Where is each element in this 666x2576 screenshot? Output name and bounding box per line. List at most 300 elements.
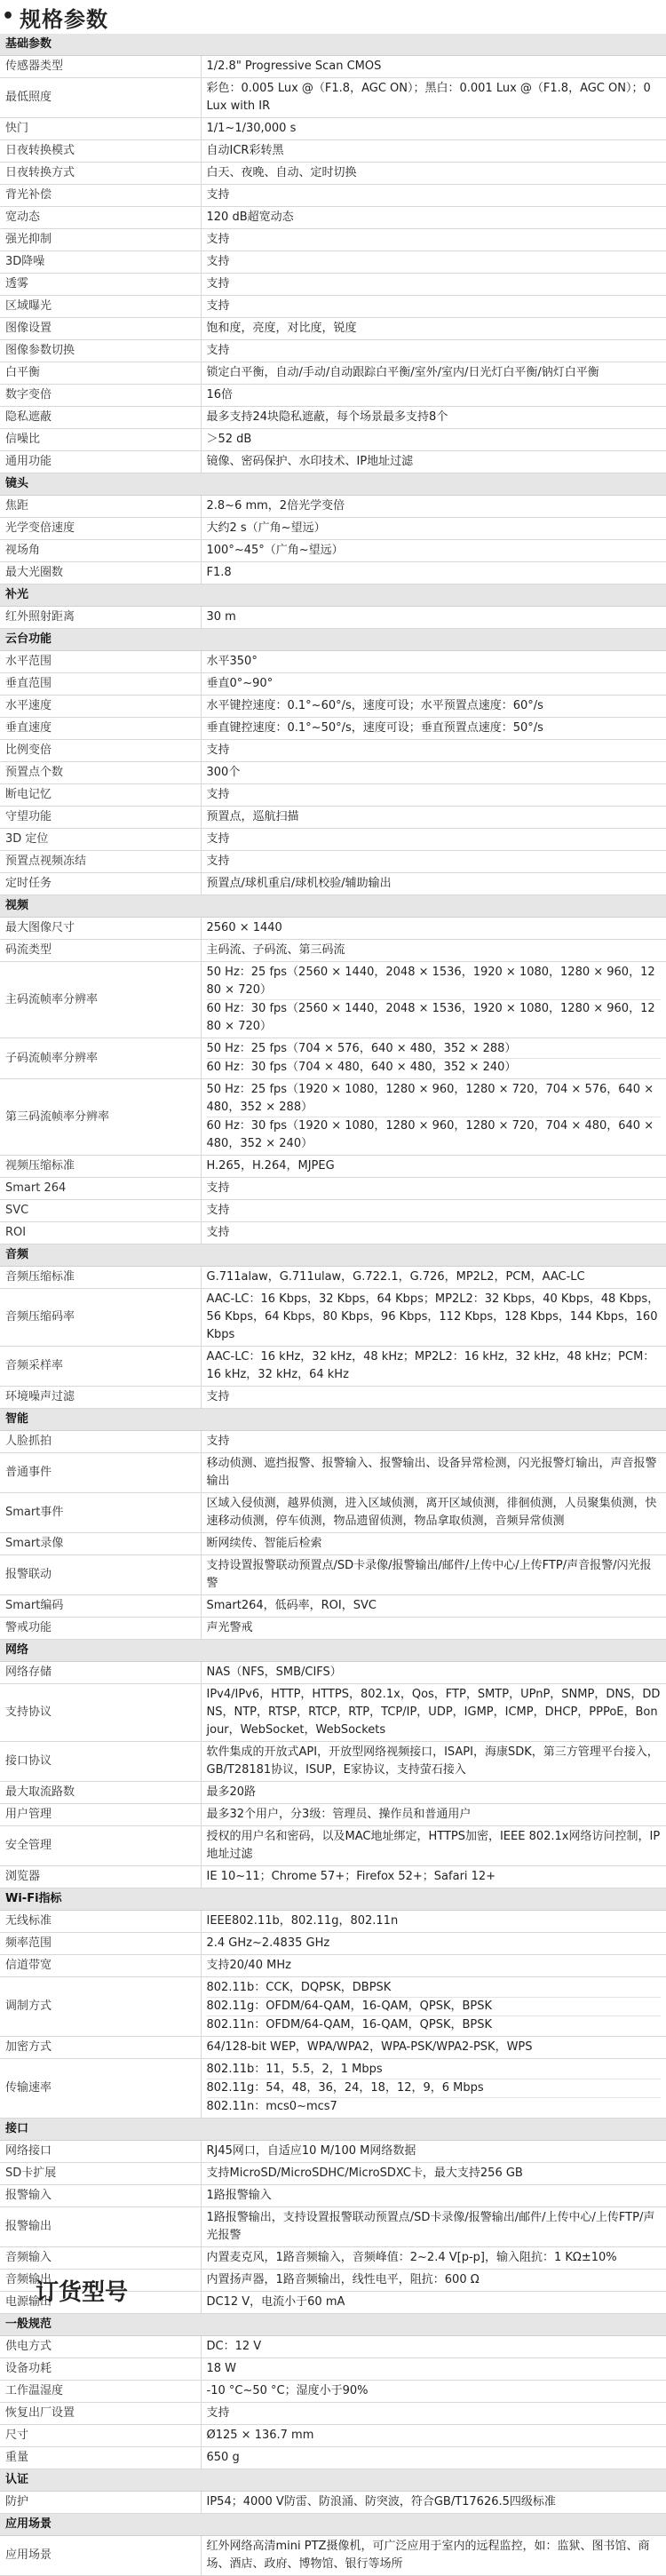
spec-label: 调制方式 [0,1977,201,2037]
spec-label: 加密方式 [0,2037,201,2059]
spec-row [0,2163,666,2185]
spec-label: 防护 [0,2492,201,2514]
spec-label: 垂直速度 [0,718,201,740]
spec-label: 定时任务 [0,873,201,895]
spec-value-line: Smart264，低码率，ROI，SVC [206,1599,377,1612]
spec-value [201,829,666,851]
spec-row [0,1555,666,1595]
spec-value [201,496,666,518]
spec-value-line: RJ45网口，自适应10 M/100 M网络数据 [206,2144,416,2158]
spec-row [0,762,666,784]
spec-label: 子码流帧率分辨率 [0,1038,201,1079]
spec-row [0,56,666,78]
spec-value [201,651,666,673]
spec-label: 隐私遮蔽 [0,407,201,429]
spec-row [0,340,666,362]
spec-row [0,2185,666,2207]
spec-label: 比例变倍 [0,740,201,762]
spec-row [0,1178,666,1200]
spec-value-line: IEEE802.11b，802.11g，802.11n [206,1914,399,1928]
spec-value-line: 2.8~6 mm，2倍光学变倍 [206,499,345,513]
spec-value-line: 2.4 GHz~2.4835 GHz [206,1936,330,1950]
spec-table-body [0,34,666,2576]
spec-value-line: 60 Hz：30 fps（2560 × 1440，2048 × 1536，1920 × 1080，1280 × 960，1280 × 720） [207,999,662,1036]
spec-row [0,784,666,807]
spec-value [201,1453,666,1493]
spec-value-line: DC：12 V [206,2340,262,2353]
spec-value-line: 支持设置报警联动预置点/SD卡录像/报警输出/邮件/上传中心/上传FTP/声音报警/闪光报警 [206,1559,652,1590]
spec-value-line: 支持 [206,855,230,868]
spec-row [0,1453,666,1493]
spec-label: 水平范围 [0,651,201,673]
spec-value-line: 锁定白平衡，自动/手动/自动跟踪白平衡/室外/室内/日光灯白平衡/钠灯白平衡 [206,366,599,379]
spec-value [201,1493,666,1533]
spec-value [201,56,666,78]
spec-row [0,2141,666,2163]
spec-value [201,1826,666,1866]
spec-label: 重量 [0,2447,201,2469]
spec-row [0,429,666,451]
section-header-row [0,2314,666,2336]
spec-value [201,1933,666,1955]
spec-value [201,2381,666,2403]
spec-row [0,962,666,1038]
spec-label: Smart录像 [0,1533,201,1555]
spec-value [201,2358,666,2381]
spec-value-line: 支持 [206,1181,230,1195]
section-title: 基础参数 [0,34,666,56]
spec-value [201,1431,666,1453]
spec-value [201,1222,666,1244]
spec-value [201,2536,666,2576]
spec-label: 最大光圈数 [0,562,201,584]
spec-label: 主码流帧率分辨率 [0,962,201,1038]
spec-value-line: 1/2.8" Progressive Scan CMOS [206,60,382,73]
spec-row [0,607,666,629]
spec-row [0,2536,666,2576]
spec-label: SVC [0,1200,201,1222]
spec-row [0,518,666,540]
spec-row [0,1533,666,1555]
spec-row [0,496,666,518]
spec-label: 传输速率 [0,2059,201,2119]
spec-label: 供电方式 [0,2336,201,2358]
spec-label: 尺寸 [0,2425,201,2447]
spec-label: 第三码流帧率分辨率 [0,1079,201,1156]
spec-row [0,2358,666,2381]
spec-value-line: 大约2 s（广角~望远） [206,521,326,535]
spec-value-line: 50 Hz：25 fps（1920 × 1080，1280 × 960，1280 × 720，704 × 576，640 × 480，352 × 288） [206,1083,654,1114]
spec-value-line: 主码流、子码流、第三码流 [206,943,345,957]
spec-table [0,34,666,2576]
spec-value [201,2492,666,2514]
spec-row [0,1200,666,1222]
spec-row [0,1595,666,1618]
spec-row [0,1933,666,1955]
spec-label: ROI [0,1222,201,1244]
section-title: Wi-Fi指标 [0,1888,666,1911]
spec-row [0,1289,666,1347]
spec-value [201,2336,666,2358]
spec-value [201,362,666,385]
spec-row [0,829,666,851]
spec-value-line: 64/128-bit WEP，WPA/WPA2，WPA-PSK/WPA2-PSK，WPS [206,2040,533,2054]
spec-value [201,851,666,873]
spec-value-line: 支持 [206,344,230,357]
spec-value [201,229,666,251]
spec-value-line: 垂直0°~90° [206,677,274,690]
spec-value-line: DC12 V，电流小于60 mA [206,2295,345,2309]
spec-value-line: 650 g [206,2451,240,2464]
spec-label: 宽动态 [0,207,201,229]
spec-row [0,1156,666,1178]
spec-value-line: 802.11b：11，5.5，2，1 Mbps [206,2063,383,2076]
spec-value-line: AAC-LC：16 Kbps，32 Kbps，64 Kbps；MP2L2：32 Kbps，40 Kbps，48 Kbps，56 Kbps，64 Kbps，80 Kbps，96 Kbps，112 Kbps，128 Kbps，144 Kbps，160 Kbps [206,1292,660,1341]
page-header [0,0,666,34]
spec-label: 用户管理 [0,1804,201,1826]
spec-value [201,1200,666,1222]
spec-label: 3D 定位 [0,829,201,851]
spec-value-line: 2560 × 1440 [206,921,282,934]
spec-value-line: 支持 [206,788,230,801]
spec-row [0,851,666,873]
spec-row [0,163,666,185]
spec-value [201,2185,666,2207]
spec-value-line: 内置扬声器，1路音频输出，线性电平，阻抗：600 Ω [206,2273,480,2286]
section-title: 应用场景 [0,2514,666,2536]
spec-value-line: 60 Hz：30 fps（1920 × 1080，1280 × 960，1280 × 720，704 × 480，640 × 480，352 × 240） [207,1117,662,1153]
spec-value-line: 50 Hz：25 fps（704 × 576，640 × 480，352 × 288） [206,1042,517,1055]
spec-value [201,1267,666,1289]
page-title: 规格参数 [20,6,109,32]
section-header-row [0,1244,666,1267]
spec-row [0,1684,666,1742]
spec-row [0,1267,666,1289]
spec-row [0,274,666,296]
section-title: 云台功能 [0,629,666,651]
spec-value [201,340,666,362]
spec-value [201,518,666,540]
spec-value-line: 支持 [206,1390,230,1403]
section-header-row [0,2514,666,2536]
spec-value-line: -10 °C~50 °C；湿度小于90% [206,2384,369,2397]
spec-row [0,229,666,251]
spec-value [201,2447,666,2469]
spec-value [201,451,666,473]
section-header-row [0,2469,666,2492]
spec-row [0,2381,666,2403]
spec-value [201,1618,666,1640]
spec-value-line: 802.11n：mcs0~mcs7 [207,2097,662,2116]
section-header-row [0,34,666,56]
spec-label: SD卡扩展 [0,2163,201,2185]
section-title: 智能 [0,1409,666,1431]
spec-value-line: 授权的用户名和密码，以及MAC地址绑定，HTTPS加密，IEEE 802.1x网络访问控制，IP地址过滤 [206,1830,661,1861]
spec-value [201,2270,666,2292]
spec-value-line: 红外网络高清mini PTZ摄像机，可广泛应用于室内的远程监控，如：监狱、图书馆、商场、酒店、政府、博物馆、银行等场所 [206,2540,650,2571]
spec-label: 预置点个数 [0,762,201,784]
spec-value-line: 最多支持24块隐私遮蔽，每个场景最多支持8个 [206,410,448,424]
spec-label: 频率范围 [0,1933,201,1955]
spec-value-line: 最多32个用户，分3级：管理员、操作员和普通用户 [206,1808,472,1821]
spec-value [201,1595,666,1618]
spec-value [201,784,666,807]
spec-label: 支持协议 [0,1684,201,1742]
spec-value-line: 50 Hz：25 fps（2560 × 1440，2048 × 1536，1920 × 1080，1280 × 960，1280 × 720） [206,966,655,997]
section-header-row [0,895,666,918]
spec-value [201,2247,666,2270]
spec-label: 报警输入 [0,2185,201,2207]
spec-value-line: 支持MicroSD/MicroSDHC/MicroSDXC卡，最大支持256 GB [206,2167,523,2180]
spec-label: 码流类型 [0,940,201,962]
section-header-row [0,2119,666,2141]
spec-value-line: Ø125 × 136.7 mm [206,2429,314,2442]
spec-value-line: 支持 [206,255,230,268]
spec-label: 通用功能 [0,451,201,473]
spec-label: 应用场景 [0,2536,201,2576]
spec-row [0,1347,666,1387]
spec-row [0,2207,666,2247]
spec-label: 无线标准 [0,1911,201,1933]
spec-value [201,1038,666,1079]
spec-label: 强光抑制 [0,229,201,251]
spec-value [201,429,666,451]
spec-value-line: 支持 [206,277,230,290]
section-header-row [0,1640,666,1662]
spec-value [201,207,666,229]
spec-row [0,1826,666,1866]
spec-value-line: 30 m [206,610,236,624]
spec-label: 安全管理 [0,1826,201,1866]
spec-value-line: 支持 [206,1435,230,1448]
spec-value [201,1387,666,1409]
spec-label: 恢复出厂设置 [0,2403,201,2425]
spec-value [201,2403,666,2425]
spec-row [0,1955,666,1977]
spec-value-line: 60 Hz：30 fps（704 × 480，640 × 480，352 × 240） [207,1058,662,1077]
spec-value [201,2292,666,2314]
spec-value [201,740,666,762]
spec-value [201,807,666,829]
spec-label: 网络存储 [0,1662,201,1684]
spec-value-line: IP54；4000 V防雷、防浪涌、防突波，符合GB/T17626.5四级标准 [206,2495,556,2508]
spec-row [0,673,666,696]
spec-label: 图像参数切换 [0,340,201,362]
spec-value-line: 16倍 [206,388,234,402]
spec-value-line: 1路报警输入 [206,2189,272,2202]
spec-value-line: 饱和度，亮度，对比度，锐度 [206,322,357,335]
spec-value-line: 支持 [206,299,230,313]
spec-label: 3D降噪 [0,251,201,274]
spec-row [0,1038,666,1079]
spec-label: 最大图像尺寸 [0,918,201,940]
spec-label: 信道带宽 [0,1955,201,1977]
spec-value [201,185,666,207]
spec-row [0,2425,666,2447]
spec-label: 环境噪声过滤 [0,1387,201,1409]
spec-value-line: 最多20路 [206,1785,257,1799]
spec-label: 最低照度 [0,78,201,118]
spec-row [0,873,666,895]
spec-row [0,362,666,385]
spec-label: 警戒功能 [0,1618,201,1640]
spec-value-line: G.711alaw，G.711ulaw，G.722.1，G.726，MP2L2，PCM，AAC-LC [206,1270,585,1284]
spec-row [0,940,666,962]
spec-label: 普通事件 [0,1453,201,1493]
spec-label: 音频输入 [0,2247,201,2270]
spec-value [201,918,666,940]
spec-label: 日夜转换方式 [0,163,201,185]
spec-row [0,807,666,829]
spec-value-line: 白天、夜晚、自动、定时切换 [206,166,357,179]
spec-row [0,2037,666,2059]
spec-value [201,873,666,895]
spec-value-line: AAC-LC：16 kHz，32 kHz，48 kHz；MP2L2：16 kHz，32 kHz，48 kHz；PCM：16 kHz，32 kHz，64 kHz [206,1350,655,1381]
spec-value [201,718,666,740]
section-title: 音频 [0,1244,666,1267]
section-header-row [0,584,666,607]
spec-label: 网络接口 [0,2141,201,2163]
spec-row [0,2059,666,2119]
spec-row [0,651,666,673]
spec-value [201,962,666,1038]
spec-value [201,1079,666,1156]
bullet-icon: • [2,5,15,28]
spec-row [0,385,666,407]
spec-label: 背光补偿 [0,185,201,207]
section-header-row [0,1888,666,1911]
spec-value [201,1782,666,1804]
spec-row [0,451,666,473]
spec-label: 数字变倍 [0,385,201,407]
spec-row [0,2403,666,2425]
spec-label: 图像设置 [0,318,201,340]
section-header-row [0,629,666,651]
spec-label: 报警输出 [0,2207,201,2247]
spec-value-line: 802.11g：54，48，36，24，18，12，9，6 Mbps [207,2079,662,2097]
spec-value-line: 内置麦克风，1路音频输入，音频峰值：2~2.4 V[p-p]，输入阻抗：1 KΩ±10% [206,2251,617,2264]
spec-label: Smart 264 [0,1178,201,1200]
spec-value [201,78,666,118]
spec-value-line: 预置点/球机重启/球机校验/辅助输出 [206,877,392,890]
spec-row [0,1782,666,1804]
spec-value [201,2163,666,2185]
spec-value-line: 预置点，巡航扫描 [206,810,299,823]
spec-row [0,407,666,429]
spec-value [201,140,666,163]
spec-label: 音频压缩标准 [0,1267,201,1289]
section-title: 补光 [0,584,666,607]
spec-value [201,1347,666,1387]
spec-value-line: 支持 [206,743,230,757]
spec-value [201,1684,666,1742]
spec-row [0,1618,666,1640]
section-header-row [0,473,666,496]
spec-label: 快门 [0,118,201,140]
spec-row [0,118,666,140]
spec-label: 守望功能 [0,807,201,829]
spec-row [0,562,666,584]
section-title: 一般规范 [0,2314,666,2336]
spec-value-line: 水平350° [206,655,258,668]
spec-label: 预置点视频冻结 [0,851,201,873]
spec-value [201,1555,666,1595]
spec-value-line: 300个 [206,766,241,779]
spec-value-line: 支持 [206,1226,230,1239]
spec-row [0,718,666,740]
spec-value-line: NAS（NFS，SMB/CIFS） [206,1666,342,1679]
spec-label: 区域曝光 [0,296,201,318]
spec-value [201,274,666,296]
spec-value-line: 802.11b：CCK，DQPSK，DBPSK [206,1981,392,1994]
spec-label: 透雾 [0,274,201,296]
spec-row [0,140,666,163]
spec-row [0,740,666,762]
spec-value-line: 802.11n：OFDM/64-QAM，16-QAM，QPSK，BPSK [207,2015,662,2034]
spec-label: 日夜转换模式 [0,140,201,163]
spec-value [201,118,666,140]
spec-value-line: 支持20/40 MHz [206,1959,291,1972]
spec-row [0,540,666,562]
spec-label: 信噪比 [0,429,201,451]
spec-row [0,1662,666,1684]
spec-value-line: ＞52 dB [206,433,252,446]
spec-label: 断电记忆 [0,784,201,807]
spec-value [201,1955,666,1977]
spec-value-line: 支持 [206,832,230,846]
section-title: 网络 [0,1640,666,1662]
spec-value-line: 彩色：0.005 Lux @（F1.8，AGC ON）；黑白：0.001 Lux @（F1.8，AGC ON）；0 Lux with IR [206,82,651,113]
spec-label: 视场角 [0,540,201,562]
spec-row [0,1866,666,1888]
spec-value [201,607,666,629]
spec-row [0,918,666,940]
spec-row [0,1431,666,1453]
spec-label: 水平速度 [0,696,201,718]
spec-value-line: 垂直键控速度：0.1°~50°/s，速度可设；垂直预置点速度：50°/s [206,721,543,735]
section-title: 镜头 [0,473,666,496]
spec-value [201,2141,666,2163]
spec-value [201,562,666,584]
spec-value [201,1662,666,1684]
spec-row [0,1911,666,1933]
spec-value-line: F1.8 [206,566,232,579]
spec-label: 电源输出 [0,2292,201,2314]
spec-value [201,1866,666,1888]
spec-row [0,1804,666,1826]
spec-label: 音频采样率 [0,1347,201,1387]
spec-row [0,1493,666,1533]
spec-label: 工作温湿度 [0,2381,201,2403]
spec-row [0,251,666,274]
spec-value [201,1977,666,2037]
spec-row [0,1387,666,1409]
spec-label: 人脸抓拍 [0,1431,201,1453]
spec-label: 音频压缩码率 [0,1289,201,1347]
spec-value [201,1804,666,1826]
spec-value-line: 区域入侵侦测，越界侦测，进入区域侦测，离开区域侦测，徘徊侦测，人员聚集侦测，快速移动侦测，停车侦测，物品遗留侦测，物品拿取侦测，音频异常侦测 [206,1497,657,1528]
spec-label: 浏览器 [0,1866,201,1888]
spec-row [0,2492,666,2514]
spec-value-line: 水平键控速度：0.1°~60°/s，速度可设；水平预置点速度：60°/s [206,699,543,712]
spec-value-line: 1/1~1/30,000 s [206,122,297,135]
spec-value [201,762,666,784]
spec-value [201,163,666,185]
spec-row [0,696,666,718]
spec-row [0,1222,666,1244]
spec-value-line: 软件集成的开放式API，开放型网络视频接口，ISAPI，海康SDK，第三方管理平台接入，GB/T28181协议，ISUP，E家协议，支持萤石接入 [206,1745,659,1777]
spec-value-line: IPv4/IPv6，HTTP，HTTPS，802.1x，Qos，FTP，SMTP，UPnP，SNMP，DNS，DDNS，NTP，RTSP，RTCP，RTP，TCP/IP，UDP，IGMP，ICMP，DHCP，PPPoE，Bonjour，WebSocket，WebSockets [206,1688,661,1737]
